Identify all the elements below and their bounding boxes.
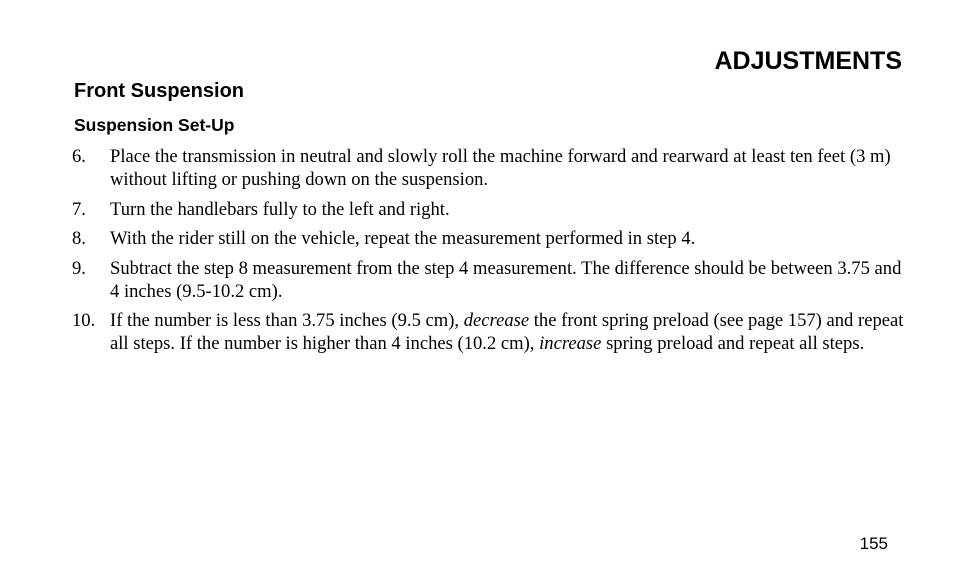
- step-number: 8.: [72, 228, 86, 249]
- section-heading: Front Suspension: [74, 80, 244, 102]
- step-text-part: If the number is less than 3.75 inches (9.5 cm),: [110, 310, 464, 331]
- step-text: Turn the handlebars fully to the left and right.: [110, 198, 450, 220]
- step-item-9: [72, 257, 912, 303]
- step-number: 7.: [72, 198, 86, 220]
- step-text: Place the transmission in neutral and slowly roll the machine forward and rearward at least ten feet (3 m) without lifting or pushing down on the suspension.: [110, 146, 891, 190]
- section-title: ADJUSTMENTS: [714, 47, 902, 75]
- step-text: Subtract the step 8 measurement from the step 4 measurement. The difference should be between 3.75 and 4 inches (9.5-10.2 cm).: [110, 257, 902, 302]
- emphasis-decrease: decrease: [463, 310, 530, 331]
- step-text-part: spring preload and repeat all steps.: [601, 333, 865, 354]
- step-number: 6.: [72, 146, 86, 167]
- step-number: 10.: [72, 310, 96, 331]
- step-text-part: the front spring preload (see page 157) and repeat all steps. If the number is higher than 4 inches (10.2 cm),: [110, 310, 904, 354]
- step-item-7: [72, 198, 912, 221]
- section-subheading: Suspension Set-Up: [74, 115, 235, 135]
- emphasis-increase: increase: [539, 333, 602, 354]
- step-number: 9.: [72, 257, 86, 279]
- step-item-6: [72, 145, 912, 191]
- step-item-10: [72, 309, 912, 355]
- steps-list: [72, 145, 912, 362]
- step-item-8: [72, 227, 912, 250]
- page-number: 155: [859, 534, 888, 553]
- step-text: [110, 309, 912, 355]
- step-text: With the rider still on the vehicle, repeat the measurement performed in step 4.: [110, 228, 696, 249]
